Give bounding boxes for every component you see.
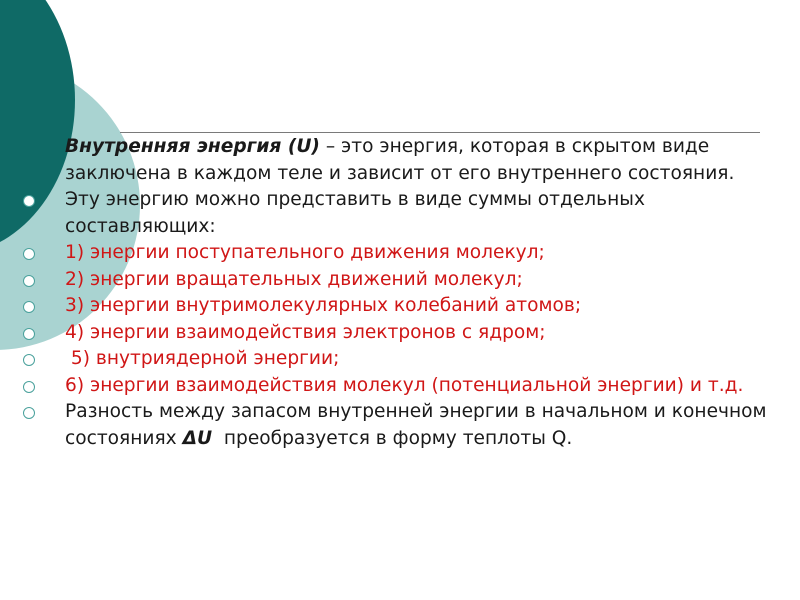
bullet-item [65, 240, 777, 267]
bullet-icon [23, 381, 35, 393]
bullet-text: 6) энергии взаимодействия молекул (потенциальной энергии) и т.д. [65, 374, 744, 396]
bullet-icon [23, 354, 35, 366]
bullet-text: 3) энергии внутримолекулярных колебаний атомов; [65, 295, 582, 316]
slide-body [0, 134, 800, 452]
bullet-icon [23, 248, 35, 260]
bullet-text: 2) энергии вращательных движений молекул; [65, 268, 523, 290]
definition-paragraph [65, 134, 777, 187]
bullet-item [65, 373, 777, 400]
bullet-icon [23, 407, 35, 419]
bullet-icon [23, 301, 35, 313]
bullet-item [65, 320, 777, 347]
bullet-icon [23, 195, 35, 207]
bullet-text: 5) внутриядерной энергии; [65, 348, 340, 369]
bullet-text: 1) энергии поступательного движения молекул; [65, 242, 545, 263]
bullet-text-tail: преобразуется в форму теплоты Q. [212, 427, 573, 449]
bullet-item [65, 293, 777, 320]
bullet-text: 4) энергии взаимодействия электронов с ядром; [65, 321, 546, 343]
bullet-item [65, 267, 777, 294]
bullet-item [65, 346, 777, 373]
bullet-item [65, 187, 777, 240]
bullet-text: Разность между запасом внутренней энергии в начальном и конечном состояниях [65, 401, 767, 449]
bullet-item-last [65, 399, 777, 452]
definition-text: – это энергия, которая в скрытом виде заключена в каждом теле и зависит от его внутреннего состояния. [65, 136, 735, 184]
title-divider-line [120, 132, 760, 133]
bullet-icon [23, 328, 35, 340]
bullet-text: Эту энергию можно представить в виде суммы отдельных составляющих: [65, 189, 645, 237]
definition-term: Внутренняя энергия (U) [65, 136, 320, 157]
bullet-icon [23, 275, 35, 287]
delta-u-symbol: ΔU [182, 427, 213, 449]
